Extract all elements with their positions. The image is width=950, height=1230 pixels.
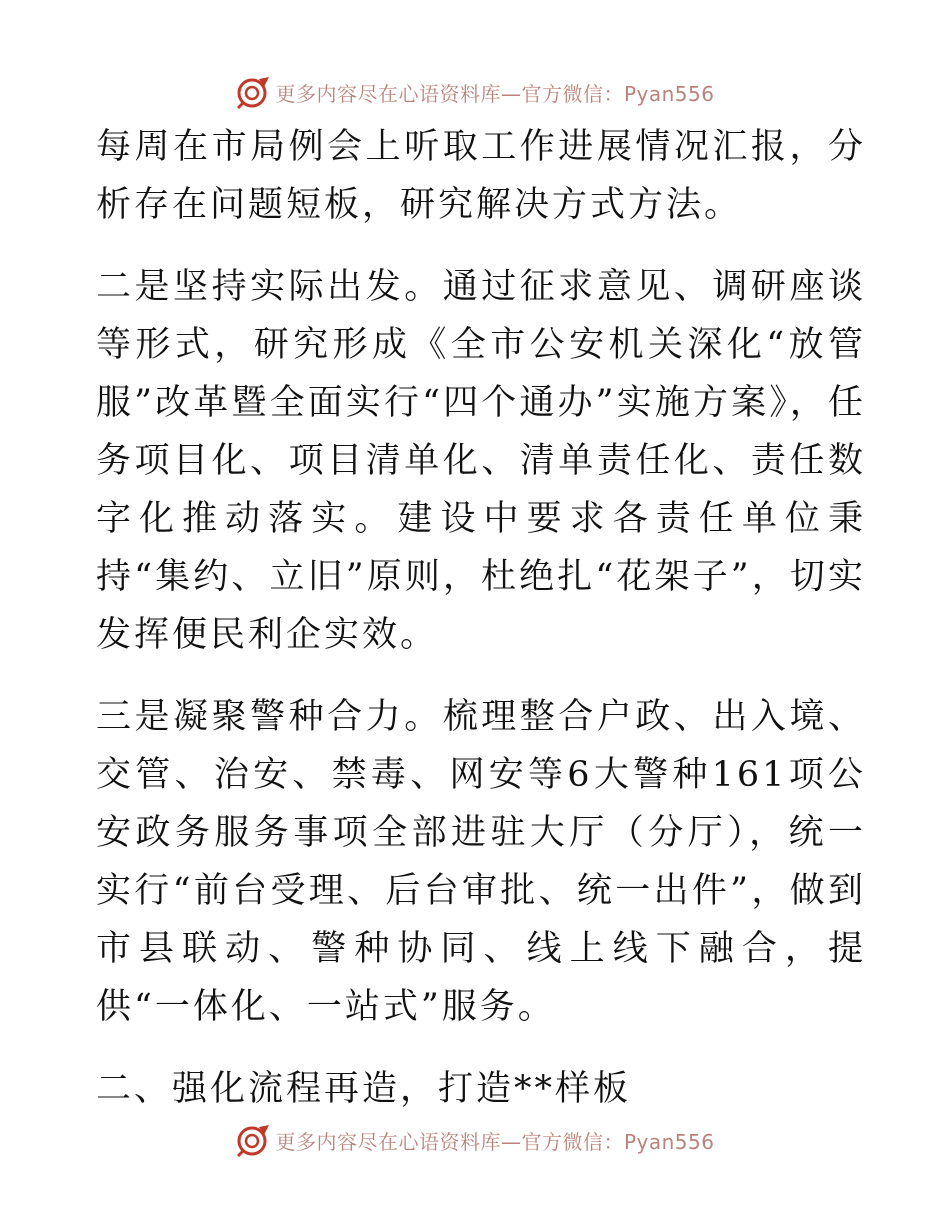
watermark-footer bbox=[0, 1120, 950, 1160]
watermark-header bbox=[0, 72, 950, 112]
logo-icon bbox=[235, 75, 271, 109]
document-body bbox=[96, 118, 866, 1118]
section-heading: 二、强化流程再造，打造**样板 bbox=[96, 1069, 632, 1109]
watermark-text: 更多内容尽在心语资料库—官方微信：Pyan556 bbox=[275, 1129, 715, 1154]
paragraph-2: 二是坚持实际出发。通过征求意见、调研座谈等形式，研究形成《全市公安机关深化“放管服”改革暨全面实行“四个通办”实施方案》，任务项目化、项目清单化、清单责任化、责任数字化推动落实。建设中要求各责任单位秉持“集约、立旧”原则，杜绝扎“花架子”，切实发挥便民利企实效。 bbox=[96, 267, 866, 655]
watermark-text: 更多内容尽在心语资料库—官方微信：Pyan556 bbox=[275, 81, 715, 106]
paragraph-3: 三是凝聚警种合力。梳理整合户政、出入境、交管、治安、禁毒、网安等6大警种161项公安政务服务事项全部进驻大厅（分厅），统一实行“前台受理、后台审批、统一出件”，做到市县联动、警种协同、线上线下融合，提供“一体化、一站式”服务。 bbox=[96, 697, 866, 1027]
paragraph-1: 每周在市局例会上听取工作进展情况汇报，分析存在问题短板，研究解决方式方法。 bbox=[96, 127, 866, 225]
logo-icon bbox=[235, 1123, 271, 1157]
